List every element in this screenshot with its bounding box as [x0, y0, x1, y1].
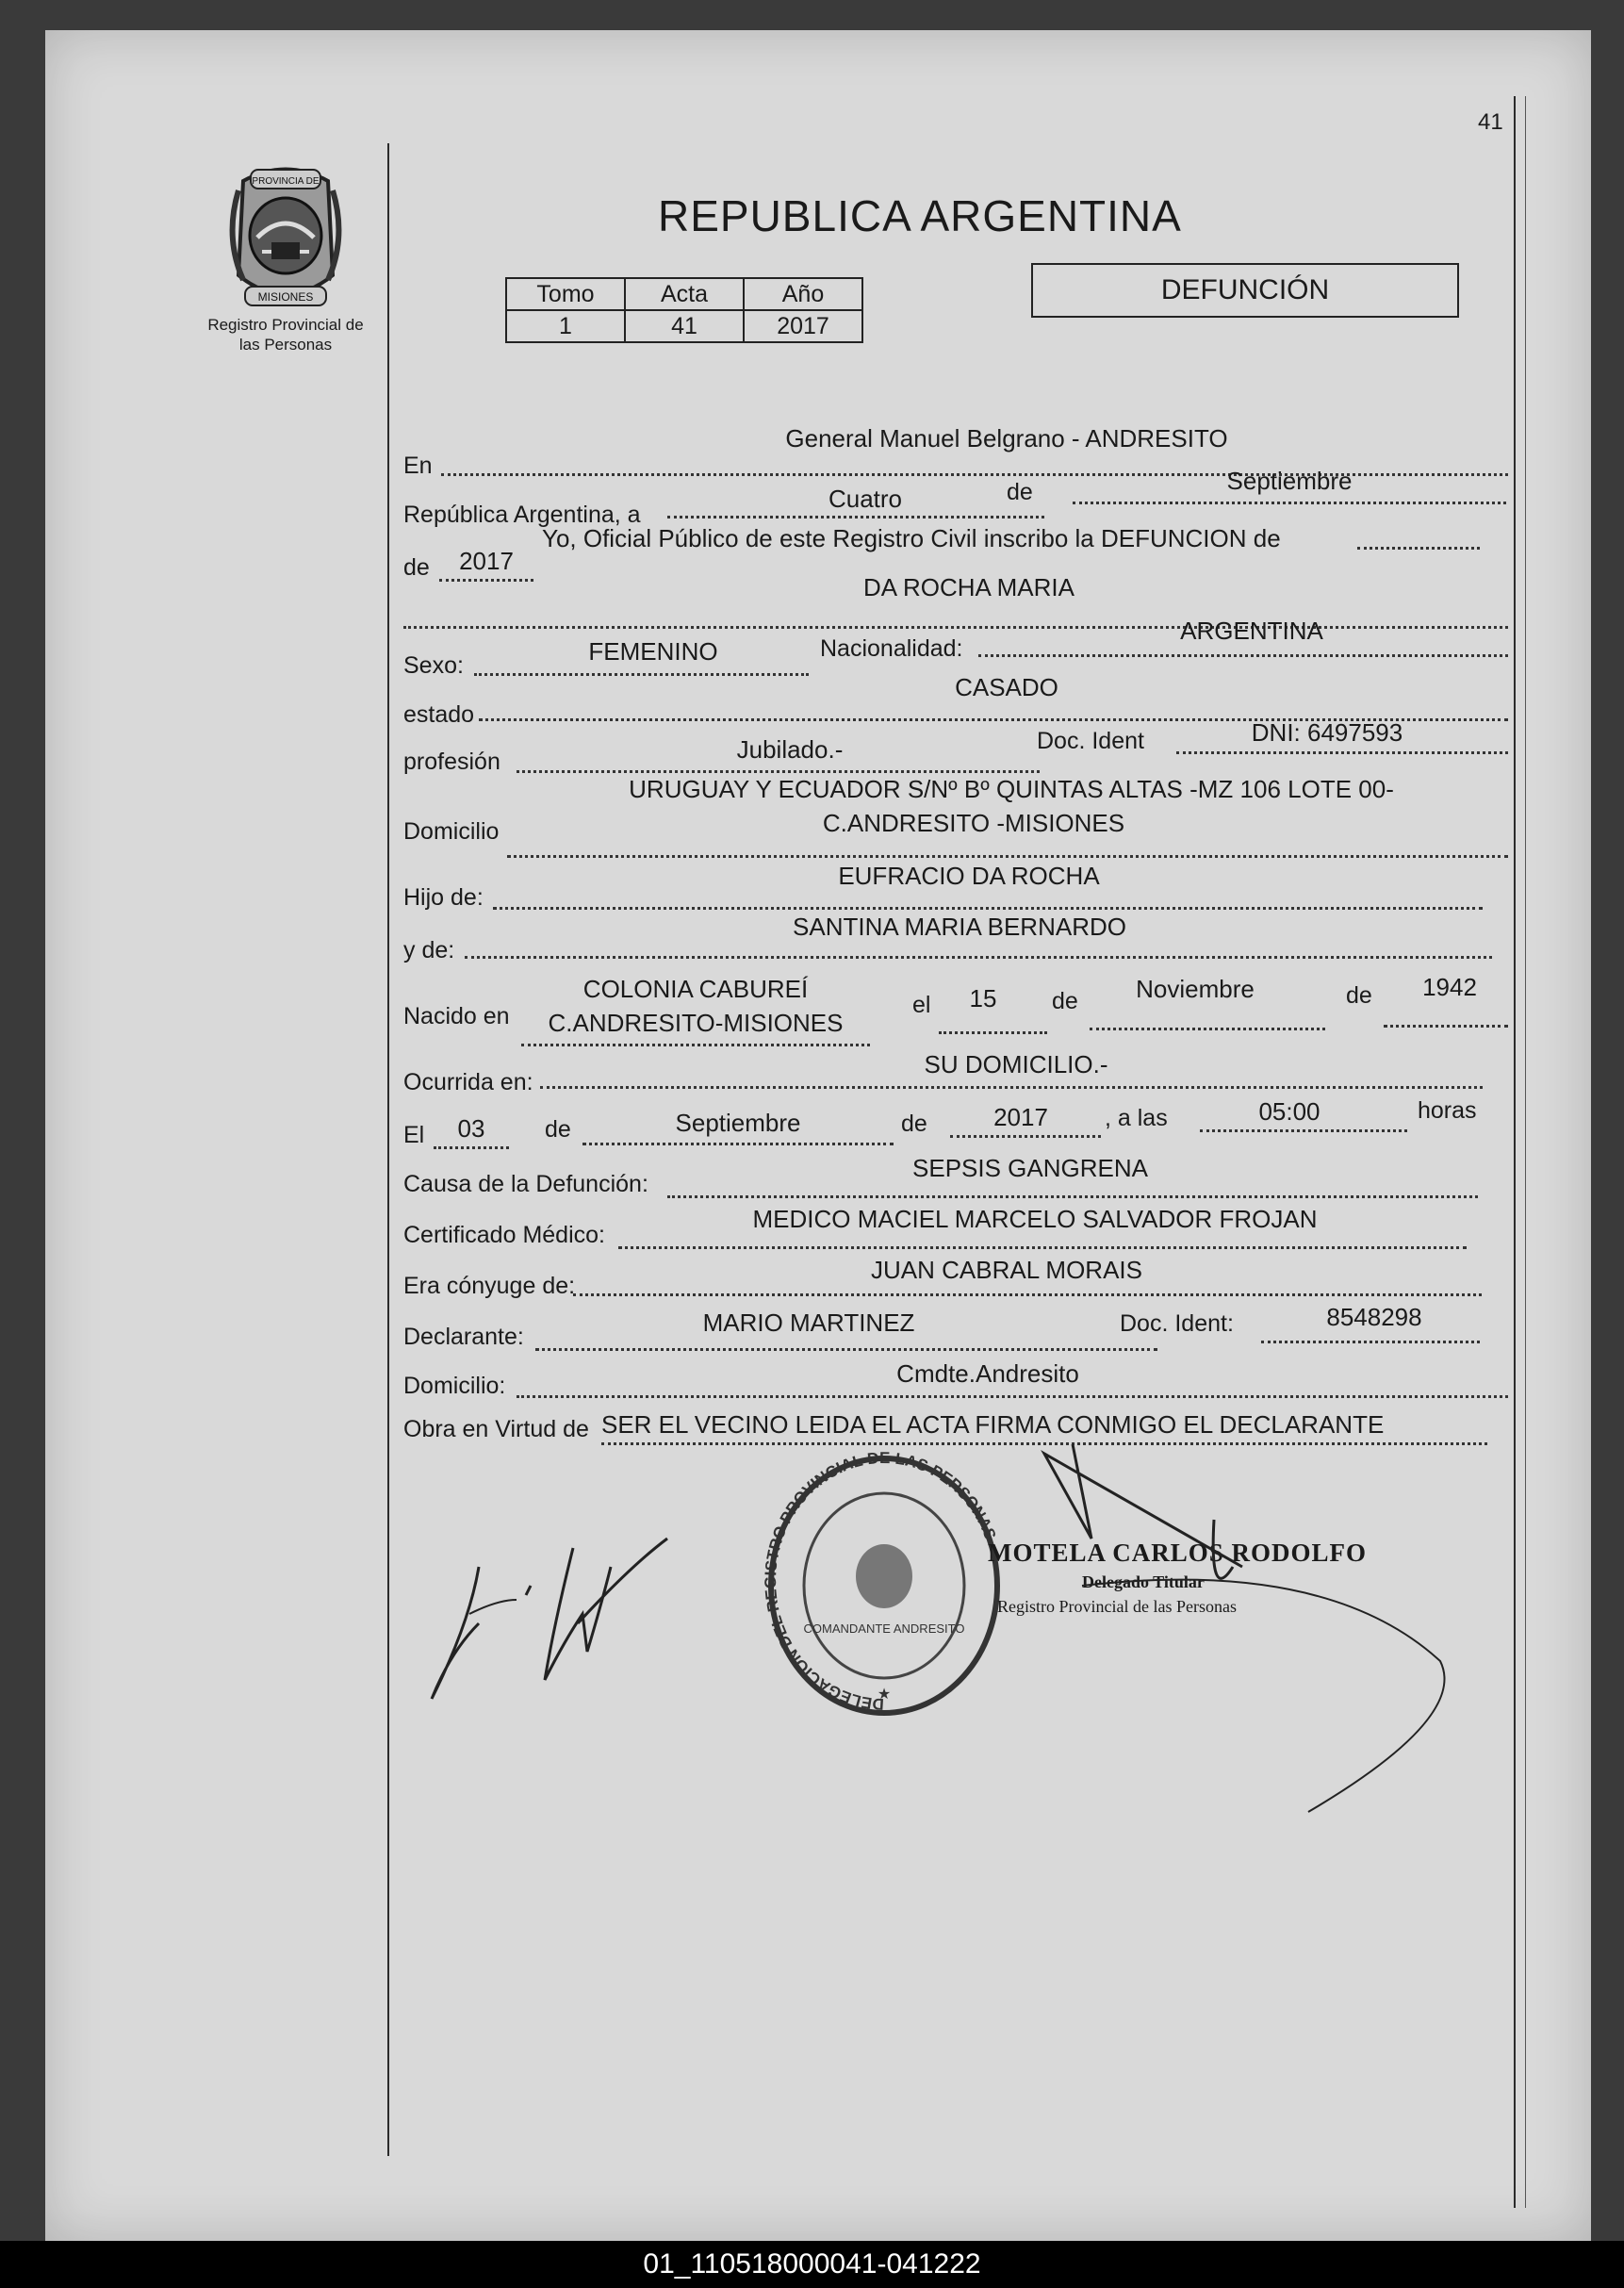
registro-label-line2: las Personas — [238, 336, 333, 354]
right-margin-line-2 — [1525, 96, 1526, 2208]
nac-de-label: de — [1052, 988, 1078, 1014]
docident-value: DNI: 6497593 — [1251, 718, 1403, 747]
obra-value: SER EL VECINO LEIDA EL ACTA FIRMA CONMIGO EL DECLARANTE — [601, 1410, 1385, 1439]
tomo-acta-anio-table — [505, 277, 863, 343]
docident-label: Doc. Ident — [1037, 728, 1144, 754]
def-dia-dots — [434, 1146, 509, 1149]
def-hora: 05:00 — [1258, 1097, 1321, 1126]
certificado-value: MEDICO MACIEL MARCELO SALVADOR FROJAN — [752, 1205, 1318, 1233]
de2-label: de — [403, 554, 430, 581]
causa-label: Causa de la Defunción: — [403, 1171, 648, 1197]
doc-type-box: DEFUNCIÓN — [1031, 263, 1459, 318]
declarante-label: Declarante: — [403, 1324, 524, 1350]
mes-dots — [1073, 502, 1506, 504]
svg-text:COMANDANTE ANDRESITO: COMANDANTE ANDRESITO — [803, 1621, 965, 1636]
estado-value: CASADO — [955, 673, 1058, 701]
nacido-label: Nacido en — [403, 1003, 510, 1029]
sexo-label: Sexo: — [403, 652, 464, 679]
ocurrida-dots — [540, 1086, 1483, 1089]
ocurrida-label: Ocurrida en: — [403, 1069, 533, 1095]
nac-el-label: el — [912, 992, 931, 1018]
domicilio-value-2: C.ANDRESITO -MISIONES — [822, 809, 1125, 837]
value-tomo: 1 — [506, 310, 625, 342]
nacionalidad-value: ARGENTINA — [1180, 617, 1323, 645]
mes-value: Septiembre — [1226, 467, 1353, 495]
def-mes: Septiembre — [675, 1109, 801, 1137]
causa-dots — [667, 1195, 1478, 1198]
conyuge-label: Era cónyuge de: — [403, 1273, 576, 1299]
hijo-dots — [493, 907, 1483, 910]
value-acta: 41 — [625, 310, 744, 342]
header-anio: Año — [744, 278, 862, 310]
def-dia: 03 — [457, 1114, 485, 1143]
svg-text:PROVINCIA DE: PROVINCIA DE — [252, 176, 320, 187]
horas-label: horas — [1418, 1097, 1477, 1124]
alas-label: , a las — [1105, 1105, 1168, 1131]
obra-label: Obra en Virtud de — [403, 1416, 589, 1442]
def-mes-dots — [582, 1143, 894, 1145]
footer-file-id: 01_110518000041-041222 — [0, 2241, 1624, 2288]
hijo-value: EUFRACIO DA ROCHA — [838, 862, 1100, 890]
svg-text:DELEGACION DEL REGISTRO PROVIN: DELEGACION DEL REGISTRO PROVINCIAL DE LAS PERSONAS — [762, 1448, 1000, 1714]
stamp-line1: MOTELA CARLOS RODOLFO — [988, 1539, 1368, 1567]
conyuge-dots — [573, 1293, 1482, 1296]
causa-value: SEPSIS GANGRENA — [912, 1154, 1148, 1182]
yde-dots — [465, 956, 1492, 959]
sexo-value: FEMENINO — [588, 637, 718, 666]
value-anio: 2017 — [744, 310, 862, 342]
misiones-crest-icon — [224, 162, 347, 313]
domicilio-label: Domicilio — [403, 818, 500, 845]
left-margin-line — [387, 143, 389, 2156]
svg-text:★: ★ — [877, 1687, 892, 1703]
dia-dots — [667, 516, 1044, 519]
profesion-value: Jubilado.- — [736, 735, 844, 764]
nac-mes: Noviembre — [1136, 975, 1255, 1003]
certificado-dots — [618, 1246, 1467, 1249]
decl-domicilio-label: Domicilio: — [403, 1373, 506, 1399]
sexo-dots — [474, 673, 809, 676]
anio-dots — [439, 579, 533, 582]
right-margin-line — [1514, 96, 1516, 2208]
en-label: En — [403, 453, 433, 479]
def-anio-dots — [950, 1135, 1101, 1138]
el-label: El — [403, 1122, 425, 1148]
decl-domicilio-dots — [517, 1395, 1508, 1398]
nacido-value-1: COLONIA CABUREÍ — [582, 975, 809, 1003]
decl-doc-dots — [1261, 1341, 1480, 1343]
declarante-dots — [535, 1348, 1157, 1351]
nac-dia: 15 — [969, 984, 997, 1012]
registro-provincial-label — [187, 315, 385, 354]
nacido-value-2: C.ANDRESITO-MISIONES — [548, 1009, 844, 1037]
dia-value: Cuatro — [828, 485, 903, 513]
def-de2-label: de — [901, 1111, 927, 1137]
nombre-value: DA ROCHA MARIA — [863, 573, 1074, 601]
domicilio-value-1: URUGUAY Y ECUADOR S/Nº Bº QUINTAS ALTAS -MZ 106 LOTE 00- — [629, 775, 1394, 803]
decl-doc-value: 8548298 — [1326, 1303, 1422, 1331]
signature-declarante-icon — [413, 1510, 724, 1718]
nac-anio: 1942 — [1422, 973, 1477, 1001]
yde-value: SANTINA MARIA BERNARDO — [793, 913, 1126, 941]
nac-mes-dots — [1090, 1028, 1325, 1030]
docident-dots — [1176, 751, 1508, 754]
svg-text:MISIONES: MISIONES — [257, 290, 314, 304]
def-de-label: de — [545, 1116, 571, 1143]
signature-oficial-icon — [1025, 1416, 1497, 1859]
ocurrida-value: SU DOMICILIO.- — [924, 1050, 1108, 1078]
en-value: General Manuel Belgrano - ANDRESITO — [785, 424, 1228, 453]
conyuge-value: JUAN CABRAL MORAIS — [871, 1256, 1142, 1284]
anio-value: 2017 — [459, 547, 514, 575]
oficial-text: Yo, Oficial Público de este Registro Civil inscribo la DEFUNCION de — [542, 524, 1281, 552]
certificado-label: Certificado Médico: — [403, 1222, 605, 1248]
nac-dia-dots — [939, 1031, 1047, 1034]
republica-label: República Argentina, a — [403, 502, 641, 528]
nacionalidad-label: Nacionalidad: — [820, 635, 963, 662]
oficial-dots — [1357, 547, 1480, 550]
stamp-line2: Delegado Titular — [1082, 1572, 1205, 1591]
profesion-dots — [517, 770, 1040, 773]
def-anio: 2017 — [993, 1103, 1048, 1131]
header-tomo: Tomo — [506, 278, 625, 310]
domicilio-dots — [507, 855, 1508, 858]
registro-seal-icon — [762, 1444, 1007, 1727]
profesion-label: profesión — [403, 749, 500, 775]
nacionalidad-dots — [978, 654, 1508, 657]
nac-anio-dots — [1384, 1025, 1508, 1028]
page-number: 41 — [1478, 109, 1503, 135]
declarante-value: MARIO MARTINEZ — [702, 1309, 915, 1337]
yde-label: y de: — [403, 937, 455, 963]
header-acta: Acta — [625, 278, 744, 310]
nac-de2-label: de — [1346, 982, 1372, 1009]
stamp-line3: Registro Provincial de las Personas — [997, 1597, 1237, 1616]
def-hora-dots — [1200, 1129, 1407, 1132]
page-title: REPUBLICA ARGENTINA — [658, 191, 1182, 240]
decl-domicilio-value: Cmdte.Andresito — [896, 1359, 1079, 1388]
nacido-dots — [521, 1044, 870, 1046]
estado-label: estado — [403, 701, 475, 728]
document-page — [45, 30, 1591, 2241]
registro-label-line1: Registro Provincial de — [207, 316, 364, 334]
hijo-label: Hijo de: — [403, 884, 484, 911]
de-label: de — [1007, 479, 1033, 505]
decl-doc-label: Doc. Ident: — [1120, 1310, 1234, 1337]
